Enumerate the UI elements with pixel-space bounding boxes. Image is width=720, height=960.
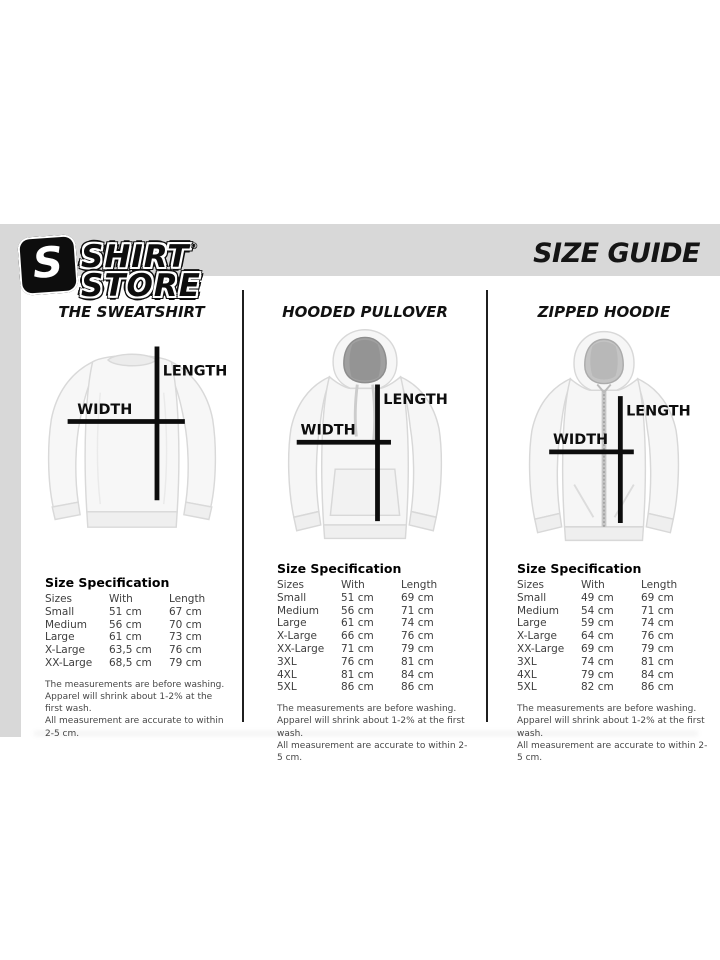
width-label: WIDTH [76, 401, 132, 418]
length-label: LENGTH [162, 363, 227, 380]
size-cell: 74 cm [641, 617, 674, 630]
size-cell: 51 cm [109, 605, 142, 618]
column-title: HOODED PULLOVER [282, 303, 448, 321]
size-cell: Medium [277, 604, 319, 617]
disclaimer-line: Apparel will shrink about 1-2% at the first wash. [277, 716, 465, 739]
size-cell: 4XL [517, 668, 537, 681]
size-row [45, 606, 219, 619]
size-row [517, 630, 691, 643]
size-cell: 81 cm [341, 668, 374, 681]
size-cell: 71 cm [641, 604, 674, 617]
size-cell: 81 cm [641, 655, 674, 668]
size-cell: 3XL [277, 655, 297, 668]
size-cell: 59 cm [581, 617, 614, 630]
disclaimer-line: All measurement are accurate to within 2-5 cm. [45, 716, 224, 739]
size-cell: 63,5 cm [109, 644, 152, 657]
size-cell: 3XL [517, 655, 537, 668]
size-row [517, 669, 691, 682]
size-row [45, 657, 219, 670]
width-label: WIDTH [553, 432, 609, 449]
size-row [277, 643, 451, 656]
spec-title: Size Specification [277, 561, 402, 576]
column-sweatshirt [21, 290, 242, 760]
size-cell: 84 cm [641, 668, 674, 681]
size-cell: XX-Large [517, 642, 565, 655]
col-header-length: Length [641, 579, 678, 591]
size-row [517, 681, 691, 694]
size-cell: Large [277, 617, 307, 630]
size-row [277, 592, 451, 605]
size-cell: 61 cm [341, 617, 374, 630]
size-specification [21, 575, 242, 740]
size-cell: 86 cm [341, 681, 374, 694]
size-cell: 49 cm [581, 591, 614, 604]
size-cell: 66 cm [341, 630, 374, 643]
length-label: LENGTH [383, 391, 448, 408]
column-title: THE SWEATSHIRT [58, 303, 205, 321]
size-cell: Medium [517, 604, 559, 617]
col-header-sizes: Sizes [45, 593, 73, 605]
size-row [277, 617, 451, 630]
disclaimer-line: Apparel will shrink about 1-2% at the first wash. [517, 716, 705, 739]
size-row [277, 605, 451, 618]
size-cell: X-Large [517, 630, 558, 643]
disclaimer-line: The measurements are before washing. [277, 704, 457, 715]
column-title: ZIPPED HOODIE [537, 303, 671, 321]
size-cell: 69 cm [641, 591, 674, 604]
size-cell: 56 cm [109, 618, 142, 631]
size-cell: XX-Large [277, 642, 325, 655]
size-cell: 71 cm [341, 642, 374, 655]
size-cell: 76 cm [169, 644, 202, 657]
disclaimer-line: The measurements are before washing. [517, 704, 697, 715]
size-cell: 76 cm [641, 630, 674, 643]
size-cell: 64 cm [581, 630, 614, 643]
size-cell: XX-Large [45, 656, 93, 669]
spec-title: Size Specification [45, 575, 170, 590]
disclaimer-line: All measurement are accurate to within 2-5 cm. [277, 740, 468, 763]
size-cell: 79 cm [581, 668, 614, 681]
size-cell: 82 cm [581, 681, 614, 694]
col-header-width: With [581, 579, 605, 591]
size-row [517, 656, 691, 669]
brand-wordmark-line1: SHIRT® [81, 239, 199, 275]
size-cell: Large [45, 631, 75, 644]
size-table-header-row [277, 579, 451, 592]
size-cell: 69 cm [581, 642, 614, 655]
brand-logo [19, 233, 201, 304]
size-table-header-row [45, 593, 219, 606]
size-cell: Small [517, 591, 547, 604]
size-cell: 56 cm [341, 604, 374, 617]
disclaimer-line: Apparel will shrink about 1-2% at the first wash. [45, 691, 213, 715]
size-table-header-row [517, 579, 691, 592]
size-cell: 67 cm [169, 605, 202, 618]
col-header-sizes: Sizes [517, 579, 545, 591]
size-row [277, 669, 451, 682]
page-title: SIZE GUIDE [533, 238, 700, 269]
size-cell: 76 cm [341, 655, 374, 668]
size-cell: 74 cm [401, 617, 434, 630]
size-cell: 84 cm [401, 668, 434, 681]
size-cell: 86 cm [401, 681, 434, 694]
size-cell: 86 cm [641, 681, 674, 694]
disclaimer-line: All measurement are accurate to within 2-5 cm. [517, 740, 708, 763]
size-cell: 54 cm [581, 604, 614, 617]
size-row [277, 656, 451, 669]
size-cell: 79 cm [401, 642, 434, 655]
col-header-width: With [341, 579, 365, 591]
registered-mark: ® [189, 242, 199, 252]
hooded-pullover-photo [244, 321, 486, 561]
size-cell: 73 cm [169, 631, 202, 644]
page-edge-shadow [34, 731, 698, 736]
size-row [517, 643, 691, 656]
size-cell: 76 cm [401, 630, 434, 643]
size-cell: X-Large [45, 644, 86, 657]
size-cell: 4XL [277, 668, 297, 681]
hooded-pullover-illustration [264, 323, 466, 549]
zipped-hoodie-illustration [503, 323, 705, 549]
size-cell: 79 cm [169, 656, 202, 669]
size-cell: Large [517, 617, 547, 630]
brand-monogram-letter: S [31, 237, 65, 289]
column-zipped-hoodie [488, 290, 720, 763]
size-cell: 79 cm [641, 642, 674, 655]
spec-title: Size Specification [517, 561, 642, 576]
size-cell: 61 cm [109, 631, 142, 644]
size-row [517, 605, 691, 618]
width-label: WIDTH [300, 422, 356, 439]
size-row [277, 630, 451, 643]
size-cell: 71 cm [401, 604, 434, 617]
sweatshirt-photo [21, 321, 242, 575]
sweatshirt-illustration [31, 335, 233, 556]
size-cell: Medium [45, 618, 87, 631]
size-cell: 51 cm [341, 591, 374, 604]
size-row [45, 644, 219, 657]
size-row [277, 681, 451, 694]
size-cell: X-Large [277, 630, 318, 643]
size-cell: Small [45, 605, 75, 618]
size-cell: 5XL [277, 681, 297, 694]
col-header-length: Length [169, 593, 206, 605]
col-header-length: Length [401, 579, 438, 591]
brand-monogram-icon [17, 234, 79, 296]
size-table [45, 593, 219, 670]
disclaimer-line: The measurements are before washing. [45, 679, 225, 690]
size-cell: 74 cm [581, 655, 614, 668]
size-cell: 81 cm [401, 655, 434, 668]
col-header-sizes: Sizes [277, 579, 305, 591]
size-row [517, 592, 691, 605]
size-cell: 5XL [517, 681, 537, 694]
size-cell: 69 cm [401, 591, 434, 604]
size-row [45, 631, 219, 644]
column-hooded-pullover [244, 290, 486, 763]
size-cell: 70 cm [169, 618, 202, 631]
size-cell: 68,5 cm [109, 656, 152, 669]
size-cell: Small [277, 591, 307, 604]
size-table [517, 579, 691, 694]
size-row [45, 619, 219, 632]
length-label: LENGTH [626, 403, 691, 420]
left-gray-strip [0, 224, 21, 737]
col-header-width: With [109, 593, 133, 605]
brand-wordmark-line2: STORE [81, 268, 201, 304]
zipped-hoodie-photo [488, 321, 720, 561]
size-table [277, 579, 451, 694]
brand-wordmark [81, 233, 201, 304]
size-row [517, 617, 691, 630]
